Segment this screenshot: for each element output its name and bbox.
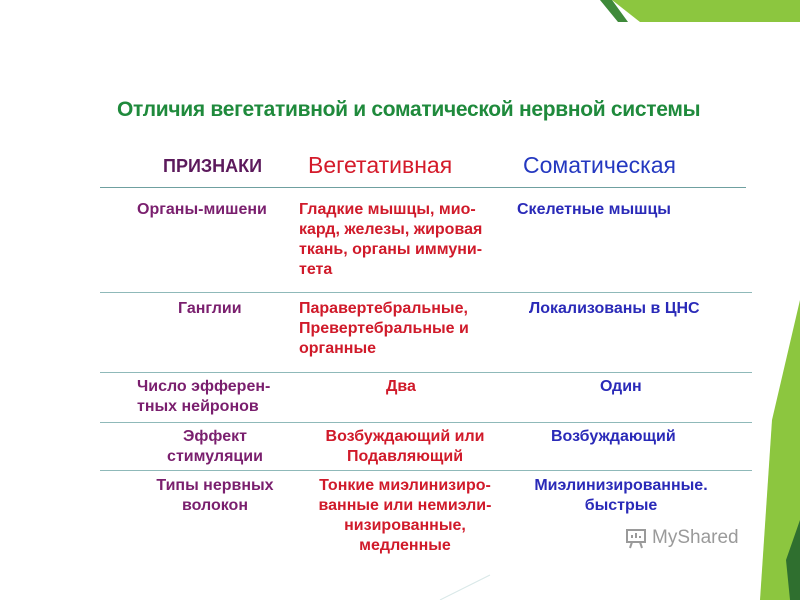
- row3-somatic: [600, 377, 642, 397]
- row2-feature: [178, 299, 242, 319]
- cell-line: Один: [600, 378, 642, 395]
- row2-somatic: [529, 299, 700, 319]
- row1-feature: [137, 200, 267, 220]
- cell-line: Тонкие миэлинизиро-: [319, 477, 491, 494]
- watermark: [624, 526, 739, 550]
- cell-line: Возбуждающий: [551, 428, 676, 445]
- top-right-green-band: [612, 0, 800, 22]
- table-rule: [100, 292, 752, 293]
- table-rule: [100, 470, 752, 471]
- cell-line: тета: [299, 261, 333, 278]
- row5-somatic: [515, 476, 727, 516]
- row2-vegetative: [299, 299, 469, 359]
- row4-feature: [160, 427, 270, 467]
- row3-vegetative: [386, 377, 416, 397]
- column-header-vegetative: Вегетативная: [308, 152, 453, 178]
- slide-title: Отличия вегетативной и соматической нервной системы: [117, 98, 701, 121]
- cell-line: Скелетные мышцы: [517, 201, 671, 218]
- column-header-features: ПРИЗНАКИ: [163, 156, 263, 176]
- cell-line: Миэлинизированные.: [534, 477, 708, 494]
- cell-line: тных нейронов: [137, 398, 259, 415]
- row5-feature: [145, 476, 285, 516]
- cell-line: Превертебральные и: [299, 320, 469, 337]
- row1-vegetative: [299, 200, 482, 280]
- table-rule: [100, 372, 752, 373]
- faint-diagonal-line: [440, 575, 490, 600]
- cell-line: Подавляющий: [346, 448, 464, 465]
- cell-line: медленные: [359, 537, 451, 554]
- cell-line: волокон: [182, 497, 248, 514]
- row4-somatic: [551, 427, 676, 447]
- table-rule: [100, 422, 752, 423]
- cell-line: ткань, органы иммуни-: [299, 241, 483, 258]
- cell-line: Паравертебральные,: [299, 300, 468, 317]
- cell-line: Локализованы в ЦНС: [529, 300, 700, 317]
- cell-line: Два: [386, 378, 416, 395]
- row1-somatic: [517, 200, 671, 220]
- cell-line: Возбуждающий или: [325, 428, 485, 445]
- cell-line: Типы нервных: [156, 477, 274, 494]
- cell-line: Эффект: [183, 428, 247, 445]
- cell-line: Число эфферен-: [137, 378, 271, 395]
- cell-line: Органы-мишени: [137, 201, 267, 218]
- cell-line: стимуляции: [167, 448, 263, 465]
- column-header-somatic: Соматическая: [523, 152, 676, 178]
- table-rule: [100, 187, 746, 188]
- cell-line: кард, железы, жировая: [299, 221, 483, 238]
- cell-line: органные: [299, 340, 376, 357]
- row5-vegetative: [300, 476, 510, 556]
- cell-line: низированные,: [344, 517, 466, 534]
- presentation-board-icon: [624, 526, 648, 550]
- cell-line: Гладкие мышцы, мио-: [299, 201, 476, 218]
- row3-feature: [137, 377, 270, 417]
- watermark-text: MyShared: [652, 527, 739, 548]
- row4-vegetative: [300, 427, 510, 467]
- cell-line: ванные или немиэли-: [318, 497, 492, 514]
- cell-line: Ганглии: [178, 300, 242, 317]
- cell-line: быстрые: [584, 497, 658, 514]
